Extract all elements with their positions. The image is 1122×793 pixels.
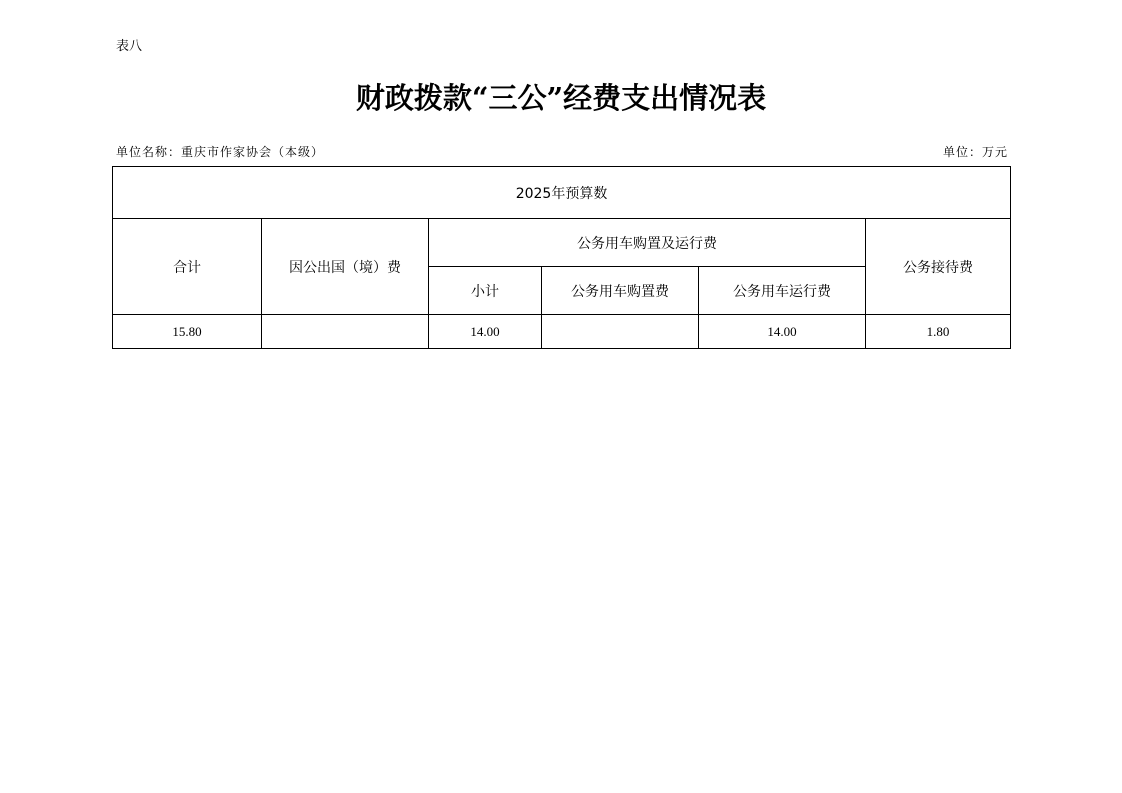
expense-table <box>112 166 1011 349</box>
table-row <box>113 315 1011 349</box>
group-header-row <box>113 219 1011 267</box>
year-header-cell: 2025年预算数 <box>113 167 1011 219</box>
year-header-row <box>113 167 1011 219</box>
unit-name: 单位名称：重庆市作家协会（本级） <box>116 145 325 159</box>
header-overseas: 因公出国（境）费 <box>262 219 429 315</box>
unit-measure: 单位：万元 <box>942 145 1008 159</box>
header-vehicle-purchase: 公务用车购置费 <box>542 267 699 315</box>
value-overseas <box>262 315 429 349</box>
value-vehicle-operation: 14.00 <box>699 315 866 349</box>
value-vehicle-subtotal: 14.00 <box>429 315 542 349</box>
header-vehicle-subtotal: 小计 <box>429 267 542 315</box>
value-vehicle-purchase <box>542 315 699 349</box>
header-reception: 公务接待费 <box>866 219 1011 315</box>
header-vehicle-group: 公务用车购置及运行费 <box>429 219 866 267</box>
document-title: 财政拨款“三公”经费支出情况表 <box>355 81 767 115</box>
header-total: 合计 <box>113 219 262 315</box>
value-total: 15.80 <box>113 315 262 349</box>
table-label: 表八 <box>116 39 143 54</box>
header-vehicle-operation: 公务用车运行费 <box>699 267 866 315</box>
value-reception: 1.80 <box>866 315 1011 349</box>
